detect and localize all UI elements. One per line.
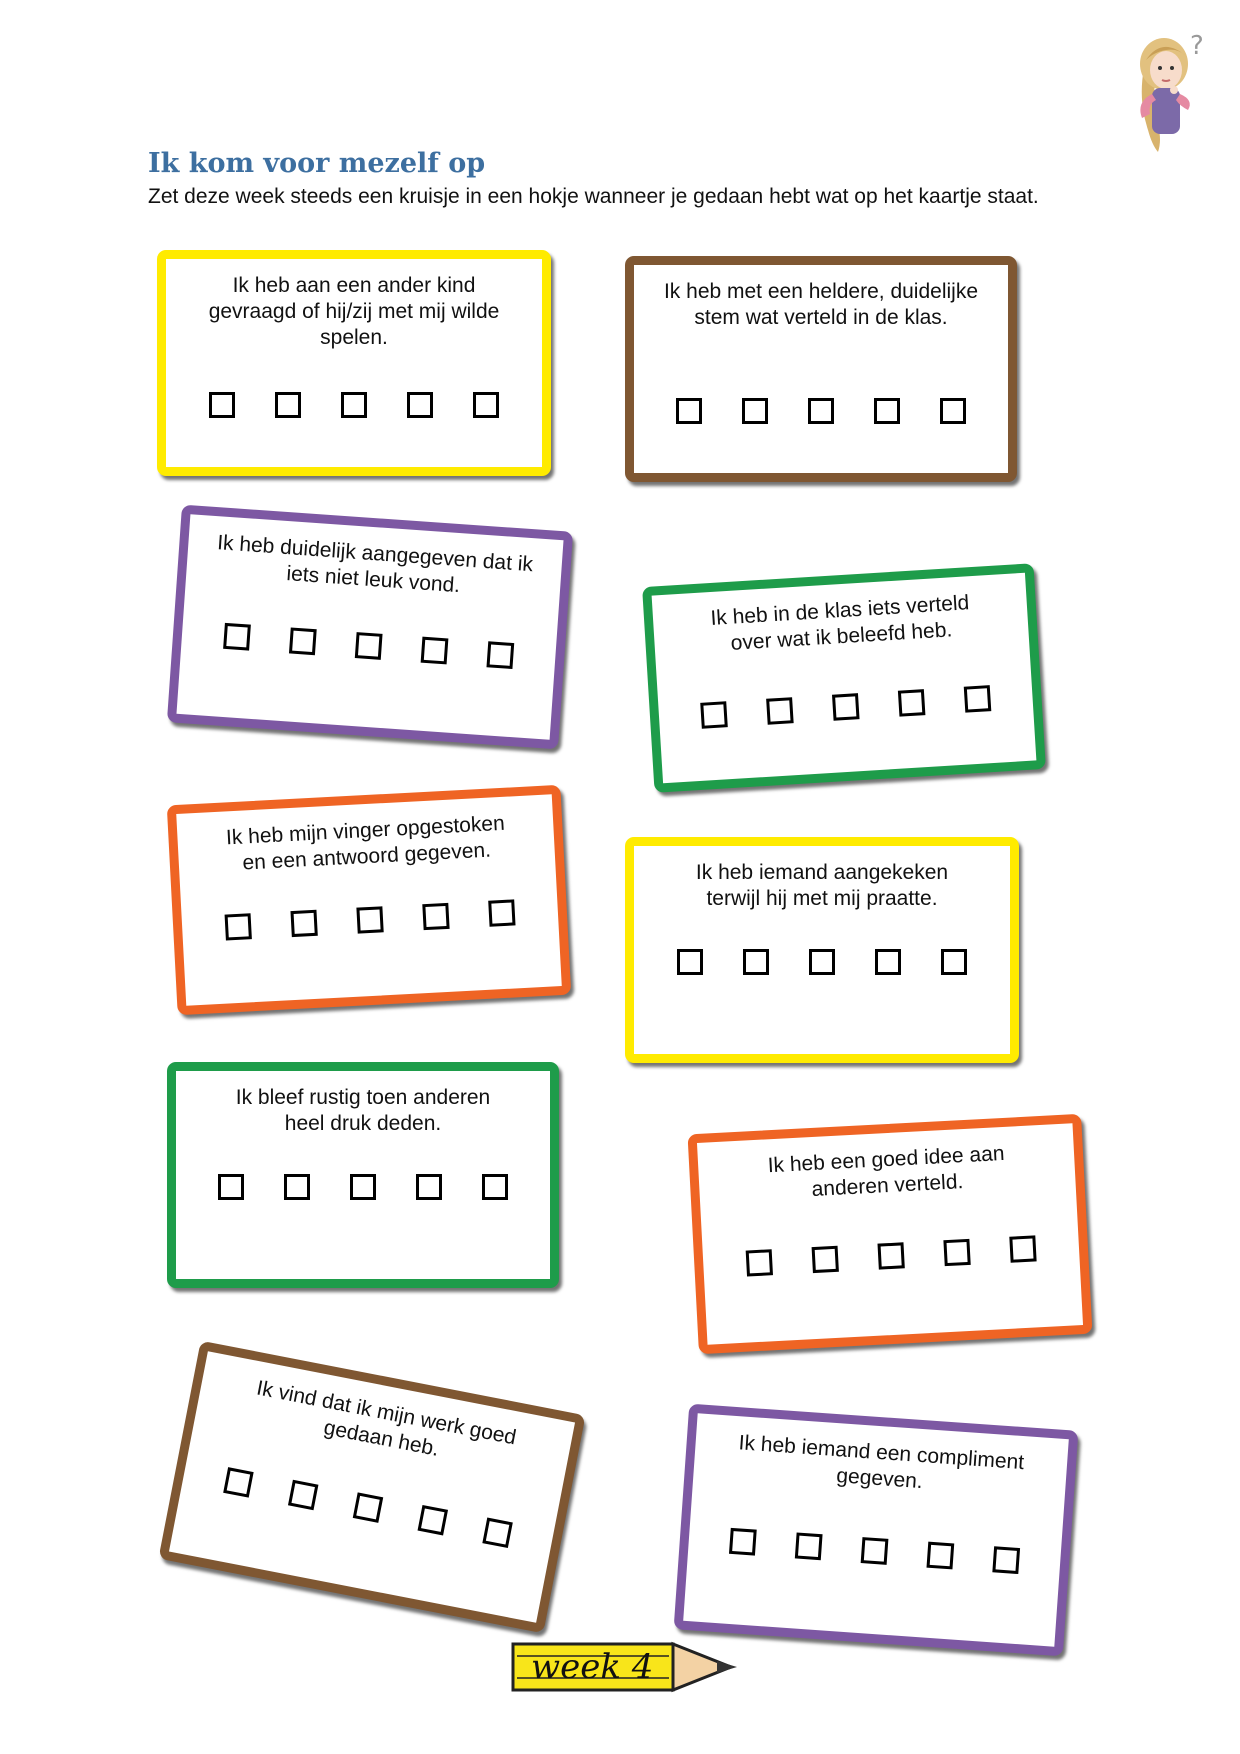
card-text: Ik vind dat ik mijn werk goed gedaan heb. <box>254 1376 519 1461</box>
checkbox[interactable] <box>940 398 966 424</box>
checkbox[interactable] <box>676 398 702 424</box>
checkbox[interactable] <box>874 398 900 424</box>
card-text: Ik heb duidelijk aangegeven dat ik iets niet leuk vond. <box>216 531 534 598</box>
checkbox[interactable] <box>225 913 252 940</box>
checkbox[interactable] <box>729 1528 757 1556</box>
checklist-card <box>674 1404 1079 1657</box>
question-mark-icon: ? <box>1190 31 1204 61</box>
checkbox[interactable] <box>941 949 967 975</box>
checkbox[interactable] <box>700 701 728 729</box>
checkbox[interactable] <box>808 398 834 424</box>
checkbox[interactable] <box>743 949 769 975</box>
card-text: Ik heb met een heldere, duidelijke stem wat verteld in de klas. <box>663 280 979 329</box>
checkbox[interactable] <box>353 1492 383 1522</box>
checklist-card <box>625 256 1017 482</box>
checklist-card <box>158 1341 585 1634</box>
checkbox[interactable] <box>350 1174 376 1200</box>
checkbox[interactable] <box>943 1239 970 1266</box>
checkbox[interactable] <box>992 1546 1020 1574</box>
checkbox[interactable] <box>218 1174 244 1200</box>
checkbox[interactable] <box>812 1246 839 1273</box>
checkbox[interactable] <box>746 1249 773 1276</box>
checkbox[interactable] <box>486 641 514 669</box>
card-text: Ik heb in de klas iets verteld over wat ik beleefd heb. <box>709 591 970 655</box>
checkbox[interactable] <box>677 949 703 975</box>
thinking-girl-icon <box>1122 30 1214 155</box>
card-text: Ik heb aan een ander kind gevraagd of hij/zij met mij wilde spelen. <box>208 274 500 349</box>
checkbox[interactable] <box>809 949 835 975</box>
checkbox[interactable] <box>875 949 901 975</box>
checkbox[interactable] <box>482 1174 508 1200</box>
checklist-card <box>157 250 551 476</box>
checkbox[interactable] <box>209 392 235 418</box>
instruction-text: Zet deze week steeds een kruisje in een hokje wanneer je gedaan hebt wat op het kaartje staat. <box>148 185 1039 208</box>
card-text: Ik heb een goed idee aan anderen verteld. <box>767 1141 1006 1202</box>
checkbox[interactable] <box>926 1542 954 1570</box>
checklist-card <box>625 837 1019 1063</box>
checkbox[interactable] <box>861 1537 889 1565</box>
checkbox[interactable] <box>742 398 768 424</box>
card-text: Ik heb iemand een compliment gegeven. <box>737 1431 1025 1494</box>
page-title: Ik kom voor mezelf op <box>148 148 486 179</box>
checkbox[interactable] <box>795 1532 823 1560</box>
checkbox[interactable] <box>482 1518 512 1548</box>
checkbox[interactable] <box>421 637 449 665</box>
checkbox[interactable] <box>766 697 794 725</box>
checkbox[interactable] <box>289 627 317 655</box>
checkbox[interactable] <box>877 1242 904 1269</box>
checkbox[interactable] <box>418 1505 448 1535</box>
checkbox[interactable] <box>407 392 433 418</box>
checklist-card <box>167 1062 559 1288</box>
checklist-card <box>688 1114 1093 1354</box>
checkbox[interactable] <box>422 903 449 930</box>
checkbox[interactable] <box>832 693 860 721</box>
card-text: Ik bleef rustig toen anderen heel druk deden. <box>235 1086 491 1135</box>
checkbox[interactable] <box>416 1174 442 1200</box>
checklist-card <box>642 563 1046 793</box>
checkbox[interactable] <box>356 906 383 933</box>
checkbox[interactable] <box>275 392 301 418</box>
checklist-card <box>167 785 571 1015</box>
checkbox[interactable] <box>290 910 317 937</box>
checkbox[interactable] <box>898 689 926 717</box>
checkbox[interactable] <box>355 632 383 660</box>
card-text: Ik heb iemand aangekeken terwijl hij met mij praatte. <box>695 861 949 910</box>
checkbox[interactable] <box>223 623 251 651</box>
week-pencil-label <box>505 1636 745 1698</box>
checkbox[interactable] <box>488 899 515 926</box>
checkbox[interactable] <box>284 1174 310 1200</box>
week-label: week 4 <box>531 1647 654 1687</box>
checkbox[interactable] <box>964 685 992 713</box>
checkbox[interactable] <box>223 1467 253 1497</box>
card-text: Ik heb mijn vinger opgestoken en een antwoord gegeven. <box>225 811 506 875</box>
checkbox[interactable] <box>1009 1235 1036 1262</box>
checkbox[interactable] <box>341 392 367 418</box>
checkbox[interactable] <box>473 392 499 418</box>
checklist-card <box>167 505 573 750</box>
checkbox[interactable] <box>288 1480 318 1510</box>
